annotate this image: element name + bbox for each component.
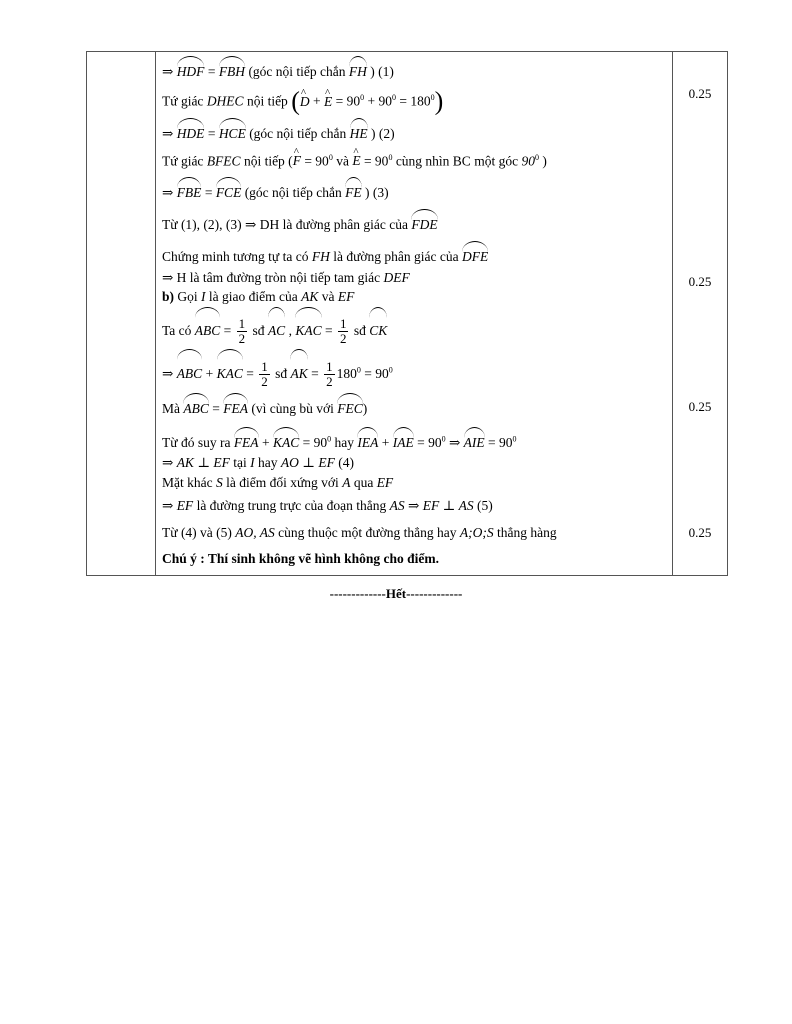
arc-angle: FCE [216,177,242,203]
denominator: 2 [339,331,347,347]
text: = 90 [332,93,361,109]
math: AK [301,289,319,304]
text: (góc nội tiếp chắn [245,125,350,141]
superscript: 0 [356,365,361,375]
numerator: 1 [339,316,347,332]
text: Ta có [162,323,195,338]
text: = 90 [484,435,513,450]
text: là đường trung trực của đoạn thẳng [193,498,390,513]
text: và [332,153,353,168]
denominator: 2 [261,374,268,390]
arc-angle: KAC [273,427,299,453]
line-9 [162,287,672,307]
math: EF [318,455,335,470]
text: (5) [473,498,493,513]
arc-angle: IAE [393,427,414,453]
arc-angle: FBH [219,56,245,82]
paren-close: ) [434,86,444,116]
superscript: 0 [388,365,393,375]
arc-angle: HCE [219,118,246,144]
math: AK [176,455,194,470]
line-14 [162,453,672,473]
superscript: 0 [360,93,365,102]
question-column [87,52,156,576]
hat-angle: ^ F [293,151,301,171]
text: + [258,435,273,450]
numerator: 1 [238,316,246,332]
superscript: 0 [534,152,539,162]
score-1: 0.25 [688,86,712,101]
text: nội tiếp ( [240,153,293,168]
text: ) (2) [367,125,395,141]
text: hay [331,435,358,450]
superscript: 0 [388,152,393,162]
line-11 [162,349,672,393]
text: cùng thuộc một đường thẳng hay [274,525,460,540]
text: = [321,323,336,338]
superscript: 0 [512,434,517,444]
numerator: 1 [261,359,268,375]
text: Tứ giác [162,153,207,168]
math: 90 [521,153,535,168]
text: = 90 [360,153,389,168]
line-6 [162,209,672,235]
line-8 [162,269,672,287]
hat-angle: ^ E [352,151,360,171]
hat-angle: ^ E [324,86,332,118]
text: ⇒ [404,498,423,513]
arc-angle: FBE [177,177,202,203]
superscript: 0 [430,93,435,102]
math: EF [376,475,394,490]
math: FH [311,249,330,264]
text: sđ [249,323,268,338]
fraction [259,360,270,389]
line-1 [162,56,672,82]
math: A;O;S [459,525,494,540]
text: (góc nội tiếp chắn [245,64,349,79]
math: DEF [383,270,410,285]
text: ⊥ [298,455,319,470]
math: BFEC [206,153,241,168]
math: EF [337,289,355,304]
answer-table [86,51,728,576]
arc-angle: DFE [462,241,488,267]
math: S [215,475,223,490]
text: là đường phân giác của [329,249,463,264]
line-15 [162,473,672,493]
text: ⊥ [193,455,214,470]
text: + [202,366,217,381]
text: qua [350,475,377,490]
score-4: 0.25 [688,525,712,540]
text: = 180 [395,93,431,109]
arc-angle: FE [345,177,362,203]
line-13 [162,427,672,453]
math: EF [176,498,194,513]
math: EF [422,498,440,513]
text: = 90 [360,366,389,381]
arc-angle: ABC [177,349,203,393]
line-17 [162,519,672,547]
arc-angle: AK [290,349,307,393]
text: ⇒ [162,125,177,141]
arc-angle: IEA [357,427,378,453]
text: Gọi [174,289,202,304]
text: ) [538,153,547,168]
line-4 [162,148,672,172]
fraction [338,317,349,346]
text: ⇒ [162,498,177,513]
arc-angle: AIE [464,427,485,453]
math: DHEC [206,93,244,109]
text: + [378,435,393,450]
hat-angle: ^ D [300,86,310,118]
superscript: 0 [441,434,446,444]
part-label: b) [162,289,175,304]
fraction [324,360,335,389]
score-column [673,52,728,576]
line-5 [162,177,672,203]
text: = 90 [300,153,329,168]
text: = [204,125,219,141]
text: + [309,93,324,109]
text: ) [362,401,368,416]
arc-angle: FEA [234,427,259,453]
arc-angle: FEA [223,393,248,419]
arc-angle: FEC [337,393,363,419]
text: Mặt khác [162,475,216,490]
arc-angle: CK [369,307,387,349]
text: = [204,64,219,79]
text: ⊥ [439,498,459,513]
text: Từ đó suy ra [162,435,234,450]
math: EF [213,455,230,470]
text: ⇒ [162,366,177,381]
text: + 90 [364,93,392,109]
text: là giao điểm của [205,289,302,304]
text: Mà [162,401,184,416]
arc-angle: FDE [411,209,437,235]
text: (góc nội tiếp chắn [241,185,346,200]
answer-table-wrapper [86,51,726,576]
text: Từ (1), (2), (3) ⇒ DH là đường phân giác của [162,217,412,232]
text: = 90 [299,435,328,450]
solution-column [156,52,673,576]
text: là điểm đối xứng với [222,475,343,490]
score-3: 0.25 [688,399,712,414]
text: 180 [336,366,357,381]
math: I [201,289,206,304]
end-marker: -------------Hết------------- [329,586,463,601]
text: sđ [350,323,370,338]
note: Chú ý : Thí sinh không vẽ hình không cho điểm. [162,551,439,566]
text: ) (3) [361,185,389,200]
text: = 90 [413,435,442,450]
math: AO, AS [235,525,275,540]
text: thẳng hàng [493,525,557,540]
line-2 [162,82,672,118]
numerator: 1 [326,359,333,375]
text: ⇒ [162,64,177,79]
superscript: 0 [328,152,333,162]
denominator: 2 [238,331,246,347]
text: = [220,323,235,338]
math: I [250,455,255,470]
line-16 [162,493,672,519]
superscript: 0 [391,93,396,102]
math: A [342,475,351,490]
text: hay [254,455,281,470]
text: Tứ giác [162,93,207,109]
line-10 [162,307,672,349]
text: (vì cùng bù với [248,401,338,416]
arc-angle: AC [268,307,285,349]
arc-angle: HDF [177,56,205,82]
text: nội tiếp [243,93,292,109]
math: AS [389,498,405,513]
fraction [237,317,248,346]
arc-angle: KAC [217,349,243,393]
arc-angle: FH [349,56,367,82]
text: ) (1) [366,64,394,79]
text: ⇒ H là tâm đường tròn nội tiếp tam giác [162,270,384,285]
text: = [208,401,224,416]
text: = [242,366,258,381]
superscript: 0 [327,434,332,444]
solution-content [156,52,672,575]
text: ⇒ [162,455,177,470]
line-3 [162,118,672,144]
arc-angle: KAC [295,307,321,349]
line-7 [162,241,672,267]
score-2: 0.25 [688,274,712,289]
text: ⇒ [445,435,464,450]
text: ⇒ [162,185,177,200]
text: Chứng minh tương tự ta có [162,249,312,264]
text: cùng nhìn BC một góc [392,153,522,168]
paren-open: ( [291,86,300,116]
text: = [201,185,216,200]
line-12 [162,393,672,419]
text: và [318,289,338,304]
denominator: 2 [326,374,333,390]
text: tại [229,455,251,470]
arc-angle: HE [350,118,368,144]
text: , [285,323,296,338]
text: (4) [334,455,354,470]
text: = [307,366,323,381]
math: AO [280,455,299,470]
arc-angle: ABC [183,393,209,419]
text: Từ (4) và (5) [162,525,236,540]
math: AS [458,498,474,513]
text: sđ [271,366,291,381]
arc-angle: ABC [195,307,221,349]
line-18 [162,547,672,571]
arc-angle: HDE [177,118,205,144]
